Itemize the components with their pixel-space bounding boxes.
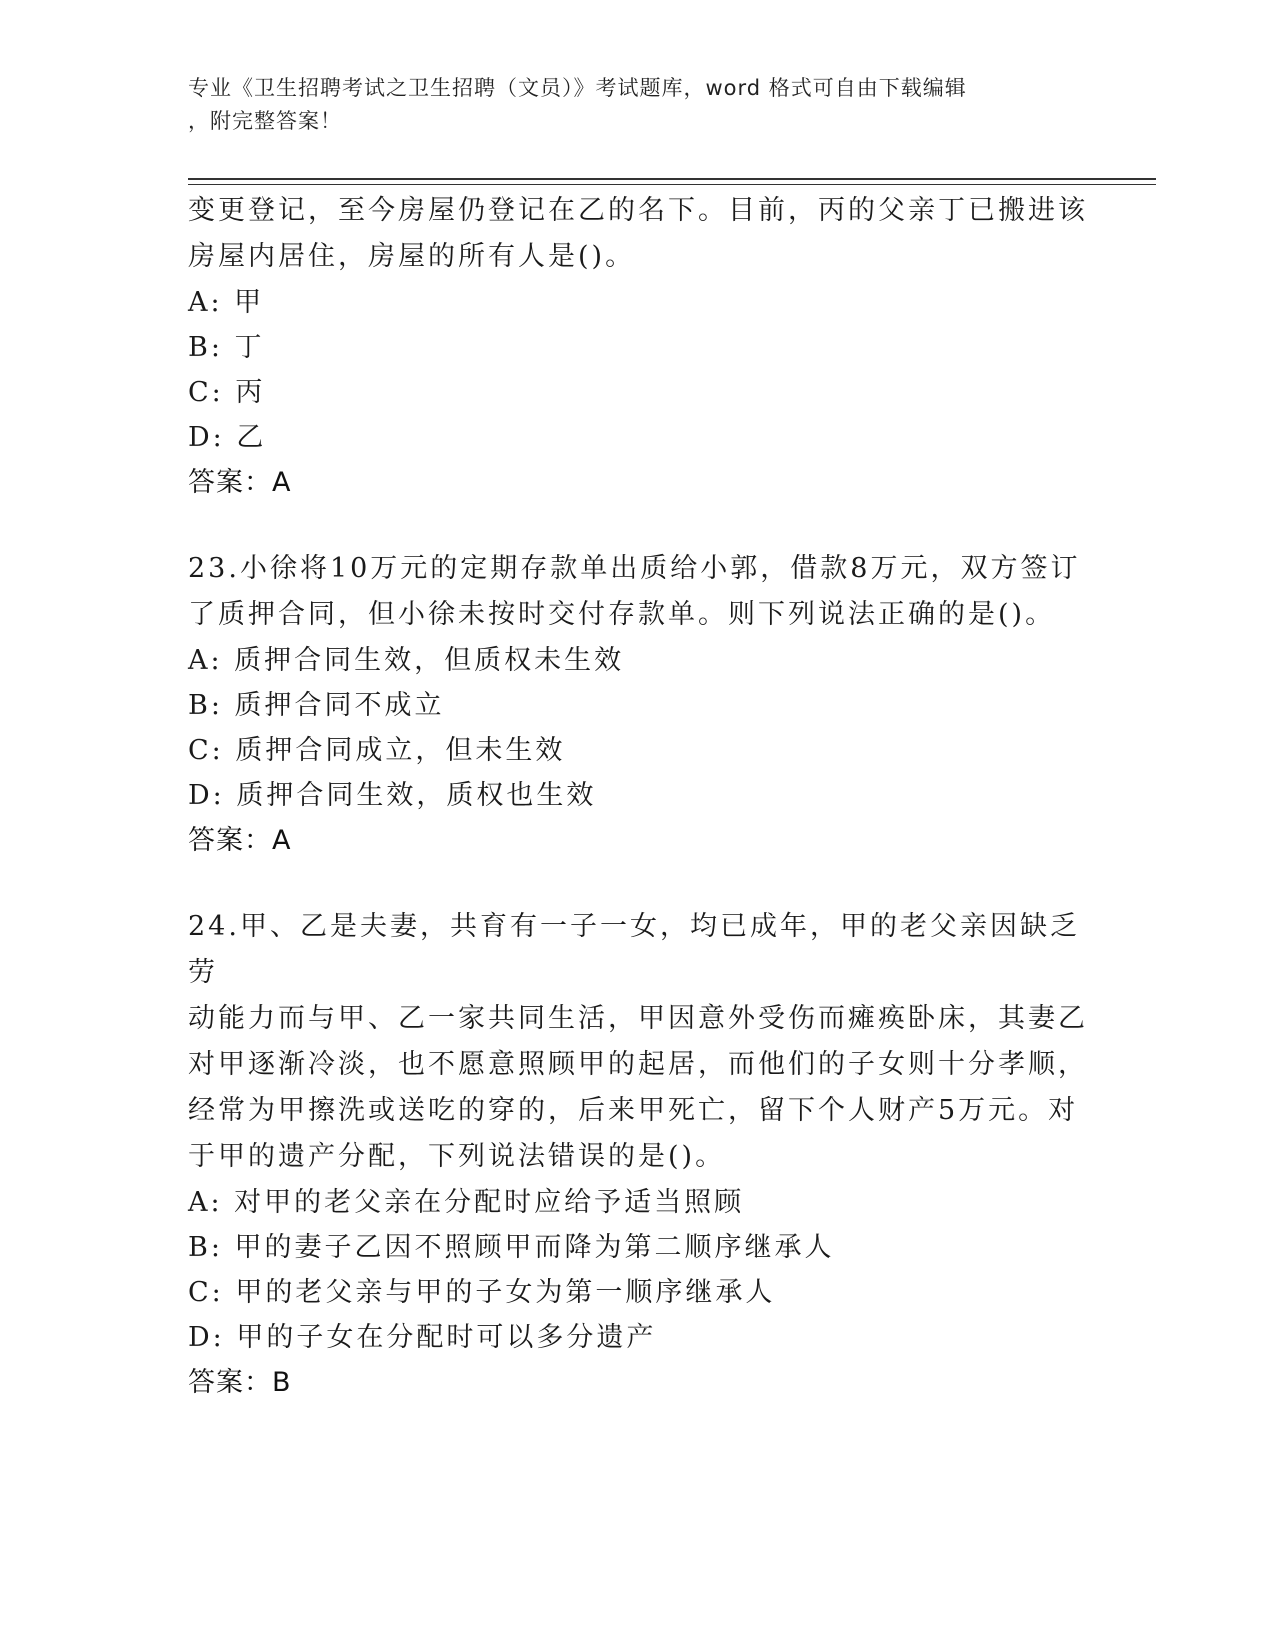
option-c: C: 甲的老父亲与甲的子女为第一顺序继承人 [188, 1277, 776, 1308]
question-text-line: 经常为甲擦洗或送吃的穿的，后来甲死亡，留下个人财产5万元。对 [188, 1095, 1079, 1126]
answer-line: 答案：A [188, 467, 292, 498]
option-d: D: 质押合同生效，质权也生效 [188, 780, 597, 811]
option-a: A: 质押合同生效，但质权未生效 [188, 645, 625, 676]
question-text-line: 了质押合同，但小徐未按时交付存款单。则下列说法正确的是()。 [188, 599, 1056, 630]
option-b: B: 质押合同不成立 [188, 690, 445, 721]
header-line-1: 专业《卫生招聘考试之卫生招聘（文员）》考试题库，word 格式可自由下载编辑 [188, 76, 967, 100]
question-text-line: 23.小徐将10万元的定期存款单出质给小郭，借款8万元，双方签订 [188, 553, 1081, 584]
option-b: B: 甲的妻子乙因不照顾甲而降为第二顺序继承人 [188, 1232, 835, 1263]
question-block [188, 904, 1088, 1406]
question-block [188, 188, 1088, 506]
question-text-line: 变更登记，至今房屋仍登记在乙的名下。目前，丙的父亲丁已搬进该 [188, 195, 1088, 226]
option-d: D: 乙 [188, 422, 267, 453]
header-divider-thick [188, 178, 1156, 180]
option-c: C: 丙 [188, 377, 266, 408]
question-text-line: 24.甲、乙是夫妻，共育有一子一女，均已成年，甲的老父亲因缺乏劳 [188, 911, 1080, 988]
question-text-line: 动能力而与甲、乙一家共同生活，甲因意外受伤而瘫痪卧床，其妻乙 [188, 1003, 1088, 1034]
question-list [188, 188, 1088, 1406]
question-text-line: 对甲逐渐冷淡，也不愿意照顾甲的起居，而他们的子女则十分孝顺， [188, 1049, 1088, 1080]
question-text-line: 房屋内居住，房屋的所有人是()。 [188, 241, 636, 272]
option-b: B: 丁 [188, 332, 265, 363]
header-divider-thin [188, 184, 1156, 185]
question-block [188, 546, 1088, 864]
answer-line: 答案：B [188, 1367, 292, 1398]
option-c: C: 质押合同成立，但未生效 [188, 735, 566, 766]
option-a: A: 对甲的老父亲在分配时应给予适当照顾 [188, 1187, 745, 1218]
option-d: D: 甲的子女在分配时可以多分遗产 [188, 1322, 657, 1353]
header-line-2: ，附完整答案！ [188, 109, 342, 133]
page-header [188, 72, 1068, 138]
answer-line: 答案：A [188, 825, 292, 856]
option-a: A: 甲 [188, 287, 265, 318]
question-text-line: 于甲的遗产分配，下列说法错误的是()。 [188, 1141, 726, 1172]
